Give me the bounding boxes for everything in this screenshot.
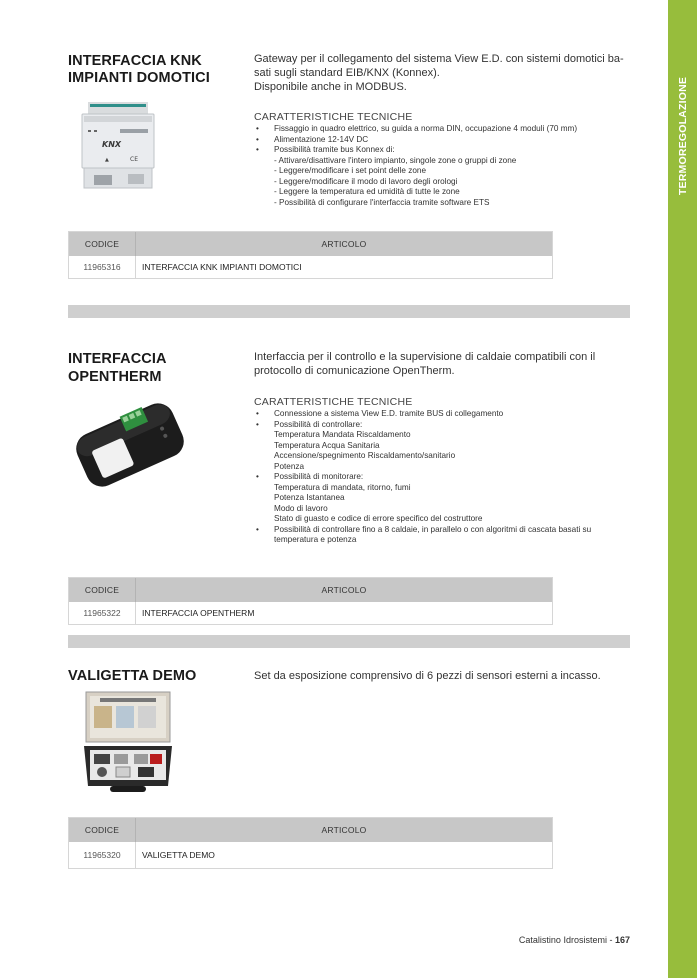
specs-list-knx	[254, 124, 630, 208]
product-description-knx	[254, 52, 630, 94]
title-line: IMPIANTI DOMOTICI	[68, 70, 210, 86]
footer-catalog-name: Catalistino Idrosistemi -	[518, 935, 613, 945]
table-row	[69, 842, 552, 868]
spec-item: • Possibilità di monitorare: Temperatura di mandata, ritorno, fumi Potenza Istantanea Modo di lavoro Stato di guasto e codice di errore specifico del costruttore	[254, 472, 630, 525]
spec-subitem: Potenza Istantanea	[274, 493, 345, 502]
description-line: Interfaccia per il controllo e la supervisione di caldaie compatibili con il	[254, 351, 596, 363]
spec-subitem: - Possibilità di configurare l'interfaccia tramite software ETS	[274, 197, 490, 207]
specs-heading: CARATTERISTICHE TECNICHE	[254, 111, 413, 123]
spec-subitem: - Leggere/modificare i set point delle zone	[274, 166, 427, 175]
spec-subitem: Temperatura di mandata, ritorno, fumi	[274, 482, 411, 492]
spec-item: • Connessione a sistema View E.D. tramite BUS di collegamento	[254, 409, 630, 420]
spec-item: • Fissaggio in quadro elettrico, su guida a norma DIN, occupazione 4 moduli (70 mm)	[254, 124, 630, 135]
description-line: Set da esposizione comprensivo di 6 pezzi di sensori esterni a incasso.	[254, 670, 601, 682]
spec-subitem: Accensione/spegnimento Riscaldamento/sanitario	[274, 451, 456, 460]
product-table-valigetta	[68, 817, 553, 869]
product-title-knx	[68, 53, 210, 87]
spec-item: • Possibilità tramite bus Konnex di: - Attivare/disattivare l'intero impianto, singole zone o gruppi di zone - Leggere/modificare i set point delle zone - Leggere/modificare il modo di lavoro degli orologi - Leggere la temperatura ed umidità di tutte le zone - Possibilità di configurare l'interfaccia tramite software ETS	[254, 145, 630, 208]
section-divider	[68, 635, 630, 648]
title-line: INTERFACCIA	[68, 351, 167, 367]
spec-subitem: - Leggere la temperatura ed umidità di tutte le zone	[274, 187, 460, 196]
svg-text:▲: ▲	[105, 157, 109, 163]
header-articolo: ARTICOLO	[321, 239, 367, 249]
description-line: sati sugli standard EIB/KNX (Konnex).	[254, 67, 440, 79]
specs-heading: CARATTERISTICHE TECNICHE	[254, 396, 413, 408]
spec-subitem: - Attivare/disattivare l'intero impianto, singole zone o gruppi di zone	[274, 155, 517, 165]
cell-code: 11965322	[83, 608, 121, 618]
product-table-knx	[68, 231, 553, 279]
cell-article: INTERFACCIA KNK IMPIANTI DOMOTICI	[142, 262, 302, 272]
spec-item: • Alimentazione 12-14V DC	[254, 135, 630, 146]
product-description-valigetta	[254, 669, 630, 683]
header-codice: CODICE	[84, 585, 120, 595]
cell-article: INTERFACCIA OPENTHERM	[142, 608, 255, 618]
spec-subitem: - Leggere/modificare il modo di lavoro degli orologi	[274, 176, 458, 186]
spec-subitem: Potenza	[274, 461, 305, 471]
ce-mark-text: CE	[130, 156, 138, 163]
spec-item: • Possibilità di controllare fino a 8 caldaie, in parallelo o con algoritmi di cascata basati su temperatura e potenza	[254, 525, 630, 546]
spec-subitem: Temperatura Mandata Riscaldamento	[274, 430, 411, 439]
cell-article: VALIGETTA DEMO	[142, 850, 215, 860]
description-line: Disponibile anche in MODBUS.	[254, 81, 407, 93]
section-divider	[68, 305, 630, 318]
table-header	[69, 232, 552, 256]
description-line: protocollo di comunicazione OpenTherm.	[254, 365, 455, 377]
product-description-opentherm	[254, 350, 630, 378]
demo-case-image	[80, 690, 176, 798]
knx-module-image	[80, 100, 155, 192]
table-header	[69, 578, 552, 602]
header-codice: CODICE	[84, 239, 120, 249]
table-row	[69, 602, 552, 624]
opentherm-device-image	[70, 395, 190, 493]
sidebar-label-text: TERMOREGOLAZIONE	[677, 76, 689, 196]
description-line: Gateway per il collegamento del sistema View E.D. con sistemi domotici ba-	[254, 53, 624, 65]
header-codice: CODICE	[84, 825, 120, 835]
table-header	[69, 818, 552, 842]
product-table-opentherm	[68, 577, 553, 625]
spec-subitem: Temperatura Acqua Sanitaria	[274, 440, 380, 450]
spec-subitem: Modo di lavoro	[274, 503, 328, 513]
specs-list-opentherm	[254, 409, 630, 546]
page-number: 167	[614, 935, 630, 945]
sidebar-section-label	[670, 56, 696, 216]
product-title-valigetta	[68, 668, 196, 685]
header-articolo: ARTICOLO	[321, 825, 367, 835]
cell-code: 11965320	[83, 850, 121, 860]
knx-logo-text: KNX	[102, 140, 122, 149]
header-articolo: ARTICOLO	[321, 585, 367, 595]
page-footer	[519, 935, 630, 945]
cell-code: 11965316	[83, 262, 121, 272]
table-row	[69, 256, 552, 278]
spec-subitem: temperatura e potenza	[274, 535, 357, 544]
spec-item: • Possibilità di controllare: Temperatura Mandata Riscaldamento Temperatura Acqua Sanitaria Accensione/spegnimento Riscaldamento/sanitario Potenza	[254, 420, 630, 473]
title-line: INTERFACCIA KNK	[68, 53, 202, 69]
product-title-opentherm	[68, 350, 167, 386]
title-line: OPENTHERM	[68, 369, 162, 385]
spec-subitem: Stato di guasto e codice di errore specifico del costruttore	[274, 514, 483, 523]
title-line: VALIGETTA DEMO	[68, 668, 197, 684]
